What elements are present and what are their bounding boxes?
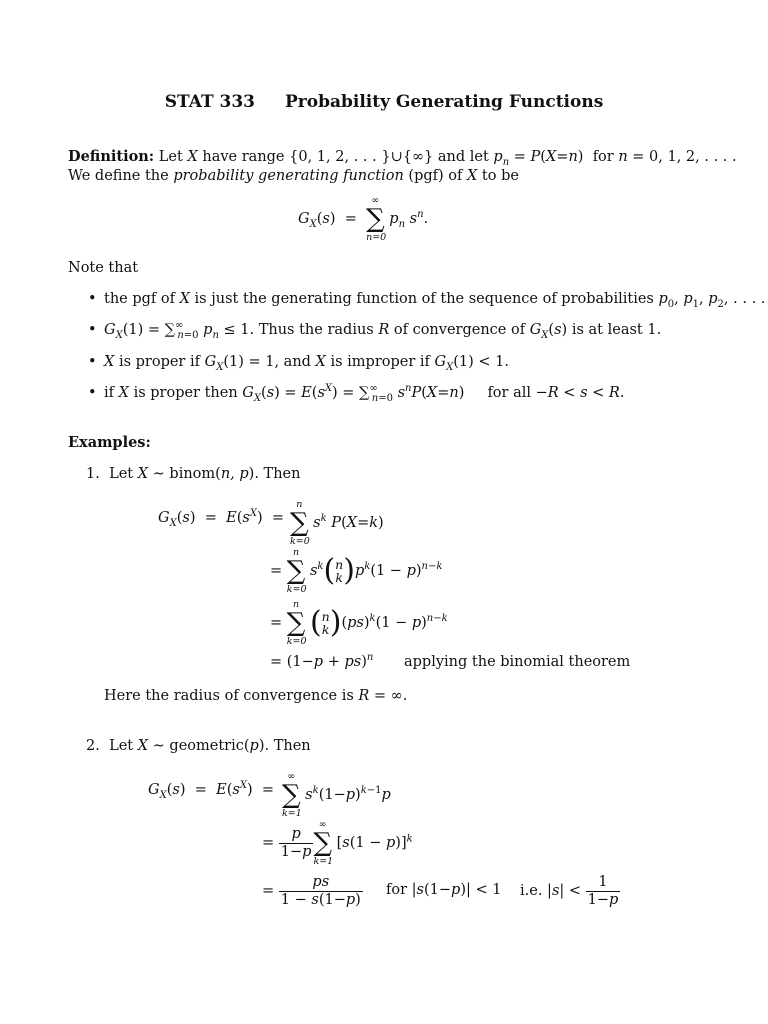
bullet-3: • X is proper if $G_X(1) = 1$, and X is improper if $G_X(1) < 1$. bbox=[104, 354, 509, 370]
ex1-line-4: = (1−p + ps)$^n$ bbox=[270, 652, 374, 670]
ex2-line-3: = $\frac{ps}{1 - s(1-p)}$ bbox=[262, 874, 361, 908]
definition-line-2: We define the probability generating function (pgf) of X to be bbox=[68, 168, 519, 184]
ex1-note: applying the binomial theorem bbox=[404, 654, 631, 670]
ex1-line-3: = ∑ n k=0 ( n k )$(ps)^k(1 - p)^{n-k}$ bbox=[270, 599, 448, 647]
definition-line-1: Definition: Let X have range {0, 1, 2, . . . }∪{∞} and let $p_n = P(X=n)$ for n = 0, 1, 2, . . . . bbox=[68, 148, 737, 168]
topic-title: Probability Generating Functions bbox=[285, 92, 604, 112]
ex2-line-1: $G_X(s) = E(s^X)$ = bbox=[148, 780, 274, 801]
example-1-intro: 1. Let X ∼ binom(n, p). Then bbox=[86, 466, 301, 482]
ex1-line-1-rhs: ∑ n k=0 $s^k$ P(X=k) bbox=[290, 499, 384, 547]
example-2-intro: 2. Let X ∼ geometric(p). Then bbox=[86, 738, 311, 754]
note-that: Note that bbox=[68, 260, 139, 276]
ex1-line-1: $G_X(s) = E(s^X)$ = bbox=[158, 508, 284, 529]
examples-heading: Examples: bbox=[68, 434, 151, 451]
course-code: STAT 333 bbox=[164, 92, 256, 112]
bullet-2: • $G_X(1) = \sum^\infty_{n=0}$ $p_n \le 1$. Thus the radius R of convergence of $G_X(s)$ is at least 1. bbox=[104, 322, 661, 338]
bullet-1: • the pgf of X is just the generating function of the sequence of probabilities $p_0$, $p_1$, $p_2$, . . . . bbox=[104, 291, 765, 307]
ex2-line-1-rhs: ∑ ∞ k=1 $s^k(1-p)^{k-1}p$ bbox=[282, 771, 391, 819]
ex2-condition-ie: i.e. |s| < $\frac{1}{1-p}$ bbox=[520, 874, 619, 908]
ex2-line-2: = $\frac{p}{1-p}$ ∑ ∞ k=1 $[s(1 - p)]^k$ bbox=[262, 819, 413, 867]
bullet-4: • if X is proper then $G_X(s) = E(s^X) = \sum^\infty_{n=0}$ $s^nP(X=n)$ for all −R < s < R. bbox=[104, 385, 624, 401]
ex2-condition: for |s(1−p)| < 1 bbox=[386, 882, 502, 898]
ex1-line-2: = ∑ n k=0 $s^k$( n k )$p^k(1 - p)^{n-k}$ bbox=[270, 547, 443, 595]
page-title bbox=[0, 92, 768, 112]
ex1-radius: Here the radius of convergence is R = ∞. bbox=[104, 688, 408, 704]
pgf-definition-formula: $G_X(s)$ = ∑ ∞ n=0 $p_n$ $s^n$. bbox=[298, 195, 429, 243]
